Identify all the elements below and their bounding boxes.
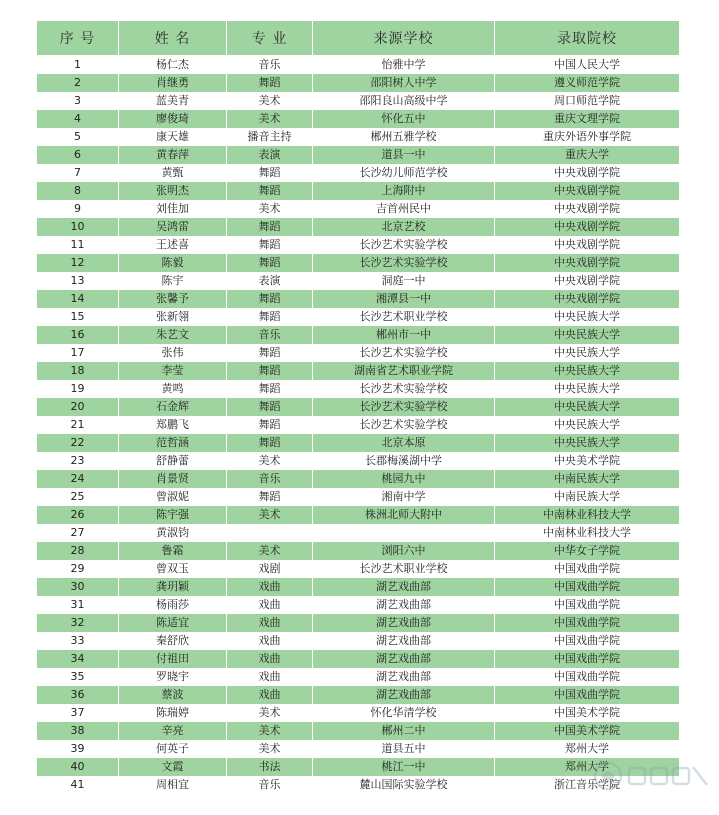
cell-admitted-school: 中国戏曲学院 xyxy=(495,668,680,686)
cell-major: 播音主持 xyxy=(227,128,313,146)
cell-name: 曾双玉 xyxy=(119,560,227,578)
cell-major: 舞蹈 xyxy=(227,218,313,236)
cell-source-school: 道县一中 xyxy=(313,146,495,164)
cell-name: 辛亮 xyxy=(119,722,227,740)
cell-number: 34 xyxy=(37,650,119,668)
cell-source-school: 郴州五雅学校 xyxy=(313,128,495,146)
header-name: 姓 名 xyxy=(119,21,227,56)
cell-number: 4 xyxy=(37,110,119,128)
cell-name: 张伟 xyxy=(119,344,227,362)
cell-admitted-school: 中央民族大学 xyxy=(495,416,680,434)
cell-source-school: 郴州二中 xyxy=(313,722,495,740)
cell-admitted-school: 周口师范学院 xyxy=(495,92,680,110)
cell-admitted-school: 重庆文理学院 xyxy=(495,110,680,128)
cell-number: 1 xyxy=(37,56,119,74)
header-number: 序 号 xyxy=(37,21,119,56)
cell-admitted-school: 中央民族大学 xyxy=(495,308,680,326)
table-row xyxy=(37,74,680,92)
cell-admitted-school: 郑州大学 xyxy=(495,758,680,776)
cell-source-school: 湖艺戏曲部 xyxy=(313,686,495,704)
table-row xyxy=(37,668,680,686)
table-row xyxy=(37,308,680,326)
cell-admitted-school: 郑州大学 xyxy=(495,740,680,758)
cell-name: 康天雄 xyxy=(119,128,227,146)
cell-source-school: 道县五中 xyxy=(313,740,495,758)
table-body xyxy=(37,56,680,794)
cell-admitted-school: 中南林业科技大学 xyxy=(495,524,680,542)
cell-admitted-school: 中央戏剧学院 xyxy=(495,182,680,200)
table-row xyxy=(37,578,680,596)
cell-source-school: 湖艺戏曲部 xyxy=(313,632,495,650)
table-row xyxy=(37,722,680,740)
cell-major: 美术 xyxy=(227,452,313,470)
cell-major: 美术 xyxy=(227,92,313,110)
table-row xyxy=(37,56,680,74)
cell-name: 黄甄 xyxy=(119,164,227,182)
cell-admitted-school: 中央戏剧学院 xyxy=(495,272,680,290)
cell-number: 16 xyxy=(37,326,119,344)
cell-source-school: 长沙艺术实验学校 xyxy=(313,416,495,434)
table-row xyxy=(37,434,680,452)
cell-major: 戏曲 xyxy=(227,668,313,686)
table-row xyxy=(37,380,680,398)
cell-number: 27 xyxy=(37,524,119,542)
cell-name: 李莹 xyxy=(119,362,227,380)
cell-source-school: 麓山国际实验学校 xyxy=(313,776,495,794)
table-row xyxy=(37,326,680,344)
cell-major: 舞蹈 xyxy=(227,236,313,254)
cell-name: 何英子 xyxy=(119,740,227,758)
cell-admitted-school: 中国美术学院 xyxy=(495,722,680,740)
cell-source-school: 湖艺戏曲部 xyxy=(313,668,495,686)
cell-major: 戏曲 xyxy=(227,650,313,668)
cell-source-school: 桃园九中 xyxy=(313,470,495,488)
cell-major: 戏曲 xyxy=(227,614,313,632)
cell-major: 舞蹈 xyxy=(227,308,313,326)
cell-admitted-school: 中国人民大学 xyxy=(495,56,680,74)
table-row xyxy=(37,164,680,182)
table-row xyxy=(37,758,680,776)
cell-admitted-school: 中央美术学院 xyxy=(495,452,680,470)
cell-source-school: 长沙艺术职业学校 xyxy=(313,560,495,578)
cell-admitted-school: 中国戏曲学院 xyxy=(495,560,680,578)
cell-number: 29 xyxy=(37,560,119,578)
cell-major: 美术 xyxy=(227,740,313,758)
table-row xyxy=(37,506,680,524)
cell-admitted-school: 中央民族大学 xyxy=(495,434,680,452)
cell-number: 19 xyxy=(37,380,119,398)
cell-name: 廖俊琦 xyxy=(119,110,227,128)
cell-admitted-school: 中国戏曲学院 xyxy=(495,632,680,650)
cell-name: 蔡波 xyxy=(119,686,227,704)
cell-number: 5 xyxy=(37,128,119,146)
table-row xyxy=(37,398,680,416)
cell-major: 舞蹈 xyxy=(227,380,313,398)
cell-major: 舞蹈 xyxy=(227,254,313,272)
table-row xyxy=(37,128,680,146)
cell-number: 9 xyxy=(37,200,119,218)
cell-name: 吴鸿雷 xyxy=(119,218,227,236)
table-row xyxy=(37,704,680,722)
table-row xyxy=(37,632,680,650)
table-row xyxy=(37,560,680,578)
cell-major: 美术 xyxy=(227,722,313,740)
admission-list xyxy=(36,20,679,794)
cell-major: 戏曲 xyxy=(227,578,313,596)
table-row xyxy=(37,416,680,434)
cell-admitted-school: 中南林业科技大学 xyxy=(495,506,680,524)
cell-number: 41 xyxy=(37,776,119,794)
cell-number: 14 xyxy=(37,290,119,308)
cell-source-school: 北京本原 xyxy=(313,434,495,452)
cell-admitted-school: 中国戏曲学院 xyxy=(495,596,680,614)
table-row xyxy=(37,200,680,218)
cell-source-school: 吉首州民中 xyxy=(313,200,495,218)
cell-number: 39 xyxy=(37,740,119,758)
cell-number: 15 xyxy=(37,308,119,326)
cell-source-school: 邵阳良山高级中学 xyxy=(313,92,495,110)
cell-name: 张明杰 xyxy=(119,182,227,200)
cell-major: 音乐 xyxy=(227,326,313,344)
cell-number: 10 xyxy=(37,218,119,236)
cell-number: 35 xyxy=(37,668,119,686)
cell-admitted-school: 中国美术学院 xyxy=(495,704,680,722)
cell-number: 37 xyxy=(37,704,119,722)
cell-number: 38 xyxy=(37,722,119,740)
cell-major: 舞蹈 xyxy=(227,182,313,200)
table-row xyxy=(37,524,680,542)
cell-source-school: 湖艺戏曲部 xyxy=(313,650,495,668)
cell-major: 舞蹈 xyxy=(227,398,313,416)
cell-number: 7 xyxy=(37,164,119,182)
cell-number: 26 xyxy=(37,506,119,524)
cell-number: 28 xyxy=(37,542,119,560)
header-admitted-school: 录取院校 xyxy=(495,21,680,56)
cell-admitted-school: 中央戏剧学院 xyxy=(495,236,680,254)
cell-name: 陈宇强 xyxy=(119,506,227,524)
cell-source-school: 怀化五中 xyxy=(313,110,495,128)
table-row xyxy=(37,362,680,380)
table-row xyxy=(37,344,680,362)
table-row xyxy=(37,686,680,704)
cell-source-school: 湖南省艺术职业学院 xyxy=(313,362,495,380)
cell-number: 20 xyxy=(37,398,119,416)
cell-admitted-school: 中国戏曲学院 xyxy=(495,650,680,668)
table-row xyxy=(37,542,680,560)
header-source-school: 来源学校 xyxy=(313,21,495,56)
cell-number: 31 xyxy=(37,596,119,614)
cell-name: 杨雨莎 xyxy=(119,596,227,614)
cell-major: 舞蹈 xyxy=(227,488,313,506)
cell-major: 书法 xyxy=(227,758,313,776)
table-row xyxy=(37,452,680,470)
cell-number: 36 xyxy=(37,686,119,704)
cell-major: 美术 xyxy=(227,542,313,560)
table-row xyxy=(37,236,680,254)
cell-major: 戏曲 xyxy=(227,596,313,614)
cell-name: 舒静蕾 xyxy=(119,452,227,470)
cell-admitted-school: 中国戏曲学院 xyxy=(495,578,680,596)
cell-source-school: 桃江一中 xyxy=(313,758,495,776)
cell-number: 24 xyxy=(37,470,119,488)
table-row xyxy=(37,650,680,668)
cell-name: 蓝美青 xyxy=(119,92,227,110)
cell-admitted-school: 重庆外语外事学院 xyxy=(495,128,680,146)
cell-admitted-school: 中国戏曲学院 xyxy=(495,614,680,632)
table-row xyxy=(37,182,680,200)
cell-number: 3 xyxy=(37,92,119,110)
table-row xyxy=(37,290,680,308)
cell-number: 13 xyxy=(37,272,119,290)
cell-major: 舞蹈 xyxy=(227,164,313,182)
table-row xyxy=(37,470,680,488)
cell-number: 6 xyxy=(37,146,119,164)
cell-name: 张新翎 xyxy=(119,308,227,326)
cell-admitted-school: 中央戏剧学院 xyxy=(495,218,680,236)
cell-name: 陈适宜 xyxy=(119,614,227,632)
table-row xyxy=(37,92,680,110)
cell-source-school: 长郡梅溪湖中学 xyxy=(313,452,495,470)
cell-source-school: 怡雅中学 xyxy=(313,56,495,74)
cell-major: 舞蹈 xyxy=(227,362,313,380)
cell-source-school: 长沙艺术实验学校 xyxy=(313,236,495,254)
cell-admitted-school: 中南民族大学 xyxy=(495,488,680,506)
cell-major: 美术 xyxy=(227,110,313,128)
cell-admitted-school: 遵义师范学院 xyxy=(495,74,680,92)
cell-name: 王述喜 xyxy=(119,236,227,254)
cell-source-school: 洞庭一中 xyxy=(313,272,495,290)
cell-name: 石金辉 xyxy=(119,398,227,416)
table-row xyxy=(37,740,680,758)
cell-name: 罗晓宇 xyxy=(119,668,227,686)
cell-major: 美术 xyxy=(227,200,313,218)
cell-number: 17 xyxy=(37,344,119,362)
cell-name: 郑鹏飞 xyxy=(119,416,227,434)
cell-name: 朱艺文 xyxy=(119,326,227,344)
cell-admitted-school: 中央戏剧学院 xyxy=(495,164,680,182)
cell-name: 范哲涵 xyxy=(119,434,227,452)
cell-admitted-school: 中央戏剧学院 xyxy=(495,254,680,272)
cell-major: 戏曲 xyxy=(227,632,313,650)
cell-name: 陈瑞婷 xyxy=(119,704,227,722)
cell-name: 刘佳加 xyxy=(119,200,227,218)
cell-admitted-school: 中央戏剧学院 xyxy=(495,200,680,218)
table-row xyxy=(37,614,680,632)
cell-major: 戏剧 xyxy=(227,560,313,578)
cell-source-school: 湘潭县一中 xyxy=(313,290,495,308)
cell-major: 音乐 xyxy=(227,56,313,74)
cell-major: 美术 xyxy=(227,506,313,524)
cell-source-school: 湖艺戏曲部 xyxy=(313,578,495,596)
cell-number: 22 xyxy=(37,434,119,452)
cell-source-school: 长沙艺术实验学校 xyxy=(313,380,495,398)
admission-table xyxy=(36,20,680,794)
cell-name: 黄春萍 xyxy=(119,146,227,164)
cell-major: 音乐 xyxy=(227,470,313,488)
table-row xyxy=(37,776,680,794)
cell-number: 12 xyxy=(37,254,119,272)
cell-admitted-school: 中华女子学院 xyxy=(495,542,680,560)
cell-major: 戏曲 xyxy=(227,686,313,704)
cell-name: 周相宜 xyxy=(119,776,227,794)
cell-major: 舞蹈 xyxy=(227,416,313,434)
cell-name: 黄鸣 xyxy=(119,380,227,398)
cell-name: 龚玥颖 xyxy=(119,578,227,596)
cell-admitted-school: 重庆大学 xyxy=(495,146,680,164)
cell-number: 2 xyxy=(37,74,119,92)
cell-major: 舞蹈 xyxy=(227,344,313,362)
cell-major: 音乐 xyxy=(227,776,313,794)
cell-source-school: 长沙艺术实验学校 xyxy=(313,254,495,272)
cell-number: 23 xyxy=(37,452,119,470)
header-major: 专 业 xyxy=(227,21,313,56)
cell-number: 11 xyxy=(37,236,119,254)
cell-number: 25 xyxy=(37,488,119,506)
cell-major: 舞蹈 xyxy=(227,74,313,92)
table-row xyxy=(37,254,680,272)
cell-admitted-school: 中央民族大学 xyxy=(495,344,680,362)
table-row xyxy=(37,272,680,290)
cell-source-school: 上海附中 xyxy=(313,182,495,200)
cell-name: 肖景贤 xyxy=(119,470,227,488)
cell-admitted-school: 中央民族大学 xyxy=(495,362,680,380)
cell-admitted-school: 中央民族大学 xyxy=(495,326,680,344)
cell-number: 33 xyxy=(37,632,119,650)
cell-source-school: 湖艺戏曲部 xyxy=(313,596,495,614)
cell-source-school xyxy=(313,524,495,542)
cell-name: 陈宇 xyxy=(119,272,227,290)
cell-name: 付祖田 xyxy=(119,650,227,668)
cell-number: 32 xyxy=(37,614,119,632)
cell-number: 8 xyxy=(37,182,119,200)
cell-name: 张馨予 xyxy=(119,290,227,308)
cell-major xyxy=(227,524,313,542)
table-row xyxy=(37,488,680,506)
cell-name: 秦舒欣 xyxy=(119,632,227,650)
cell-source-school: 长沙艺术职业学校 xyxy=(313,308,495,326)
cell-number: 40 xyxy=(37,758,119,776)
cell-name: 陈毅 xyxy=(119,254,227,272)
cell-source-school: 长沙艺术实验学校 xyxy=(313,398,495,416)
cell-major: 表演 xyxy=(227,146,313,164)
cell-admitted-school: 中南民族大学 xyxy=(495,470,680,488)
cell-admitted-school: 浙江音乐学院 xyxy=(495,776,680,794)
cell-name: 鲁霜 xyxy=(119,542,227,560)
table-row xyxy=(37,146,680,164)
cell-source-school: 长沙艺术实验学校 xyxy=(313,344,495,362)
table-row xyxy=(37,596,680,614)
cell-major: 舞蹈 xyxy=(227,434,313,452)
cell-major: 舞蹈 xyxy=(227,290,313,308)
cell-source-school: 湘南中学 xyxy=(313,488,495,506)
cell-name: 文霞 xyxy=(119,758,227,776)
cell-name: 黄淑钧 xyxy=(119,524,227,542)
cell-source-school: 株洲北师大附中 xyxy=(313,506,495,524)
cell-number: 18 xyxy=(37,362,119,380)
cell-major: 表演 xyxy=(227,272,313,290)
table-row xyxy=(37,110,680,128)
cell-admitted-school: 中国戏曲学院 xyxy=(495,686,680,704)
cell-source-school: 怀化华清学校 xyxy=(313,704,495,722)
cell-name: 曾淑妮 xyxy=(119,488,227,506)
cell-admitted-school: 中央民族大学 xyxy=(495,380,680,398)
cell-admitted-school: 中央戏剧学院 xyxy=(495,290,680,308)
cell-name: 肖继勇 xyxy=(119,74,227,92)
cell-name: 杨仁杰 xyxy=(119,56,227,74)
cell-number: 21 xyxy=(37,416,119,434)
cell-number: 30 xyxy=(37,578,119,596)
cell-admitted-school: 中央民族大学 xyxy=(495,398,680,416)
cell-source-school: 邵阳树人中学 xyxy=(313,74,495,92)
table-row xyxy=(37,218,680,236)
header-row xyxy=(37,21,680,56)
cell-major: 美术 xyxy=(227,704,313,722)
cell-source-school: 北京艺校 xyxy=(313,218,495,236)
cell-source-school: 浏阳六中 xyxy=(313,542,495,560)
cell-source-school: 湖艺戏曲部 xyxy=(313,614,495,632)
cell-source-school: 长沙幼儿师范学校 xyxy=(313,164,495,182)
cell-source-school: 郴州市一中 xyxy=(313,326,495,344)
